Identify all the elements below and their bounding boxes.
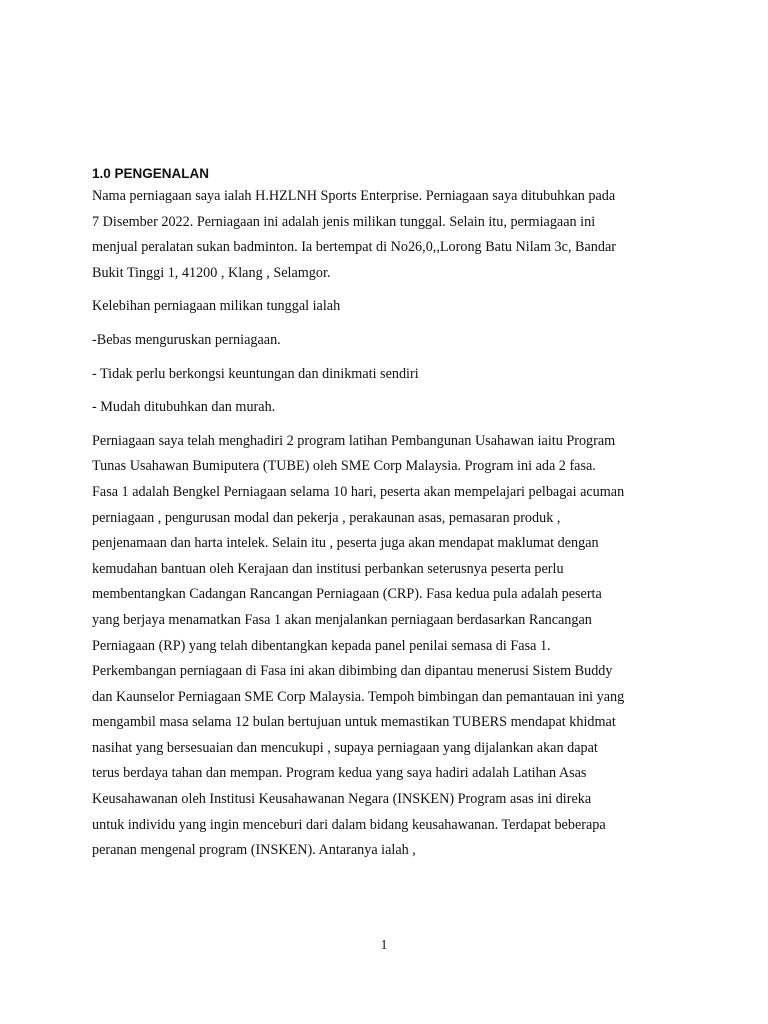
paragraph-line: menjual peralatan sukan badminton. Ia bertempat di No26,0,,Lorong Batu Nilam 3c, Bandar — [92, 239, 617, 256]
advantage-item: - Tidak perlu berkongsi keuntungan dan dinikmati sendiri — [92, 365, 419, 382]
page-number: 1 — [380, 937, 388, 952]
paragraph-line: penjenamaan dan harta intelek. Selain itu , peserta juga akan mendapat maklumat dengan — [92, 535, 599, 552]
advantage-item: - Mudah ditubuhkan dan murah. — [92, 399, 276, 416]
paragraph-line: mengambil masa selama 12 bulan bertujuan untuk memastikan TUBERS mendapat khidmat — [92, 714, 616, 731]
paragraph-line: yang berjaya menamatkan Fasa 1 akan menjalankan perniagaan berdasarkan Rancangan — [92, 611, 592, 628]
paragraph-line: Keusahawanan oleh Institusi Keusahawanan Negara (INSKEN) Program asas ini direka — [92, 791, 592, 808]
paragraph-line: Perniagaan (RP) yang telah dibentangkan kepada panel penilai semasa di Fasa 1. — [92, 637, 551, 654]
paragraph-line: Bukit Tinggi 1, 41200 , Klang , Selamgor. — [92, 264, 331, 281]
program-paragraph — [92, 429, 692, 864]
paragraph-line: Perniagaan saya telah menghadiri 2 program latihan Pembangunan Usahawan iaitu Program — [92, 432, 616, 449]
paragraph-line: nasihat yang bersesuaian dan mencukupi , supaya perniagaan yang dijalankan akan dapat — [92, 739, 598, 756]
paragraph-line: Tunas Usahawan Bumiputera (TUBE) oleh SME Corp Malaysia. Program ini ada 2 fasa. — [92, 458, 596, 475]
document-body — [92, 166, 692, 864]
advantage-item: -Bebas menguruskan perniagaan. — [92, 331, 281, 348]
paragraph-line: kemudahan bantuan oleh Kerajaan dan institusi perbankan seterusnya peserta perlu — [92, 560, 564, 577]
paragraph-line: 7 Disember 2022. Perniagaan ini adalah jenis milikan tunggal. Selain itu, permiagaan ini — [92, 213, 596, 230]
intro-paragraph — [92, 184, 692, 286]
paragraph-line: peranan mengenal program (INSKEN). Antaranya ialah , — [92, 842, 416, 859]
section-heading: 1.0 PENGENALAN — [92, 166, 210, 181]
paragraph-line: membentangkan Cadangan Rancangan Perniagaan (CRP). Fasa kedua pula adalah peserta — [92, 586, 602, 603]
paragraph-line: Perkembangan perniagaan di Fasa ini akan dibimbing dan dipantau menerusi Sistem Buddy — [92, 663, 613, 680]
advantages-intro: Kelebihan perniagaan milikan tunggal ialah — [92, 298, 341, 315]
paragraph-line: terus berdaya tahan dan mempan. Program kedua yang saya hadiri adalah Latihan Asas — [92, 765, 587, 782]
paragraph-line: perniagaan , pengurusan modal dan pekerja , perakaunan asas, pemasaran produk , — [92, 509, 561, 526]
paragraph-line: Nama perniagaan saya ialah H.HZLNH Sports Enterprise. Perniagaan saya ditubuhkan pada — [92, 188, 616, 204]
paragraph-line: untuk individu yang ingin menceburi dari dalam bidang keusahawanan. Terdapat beberapa — [92, 816, 606, 833]
paragraph-line: dan Kaunselor Perniagaan SME Corp Malaysia. Tempoh bimbingan dan pemantauan ini yang — [92, 688, 625, 705]
paragraph-line: Fasa 1 adalah Bengkel Perniagaan selama 10 hari, peserta akan mempelajari pelbagai acuman — [92, 483, 625, 500]
